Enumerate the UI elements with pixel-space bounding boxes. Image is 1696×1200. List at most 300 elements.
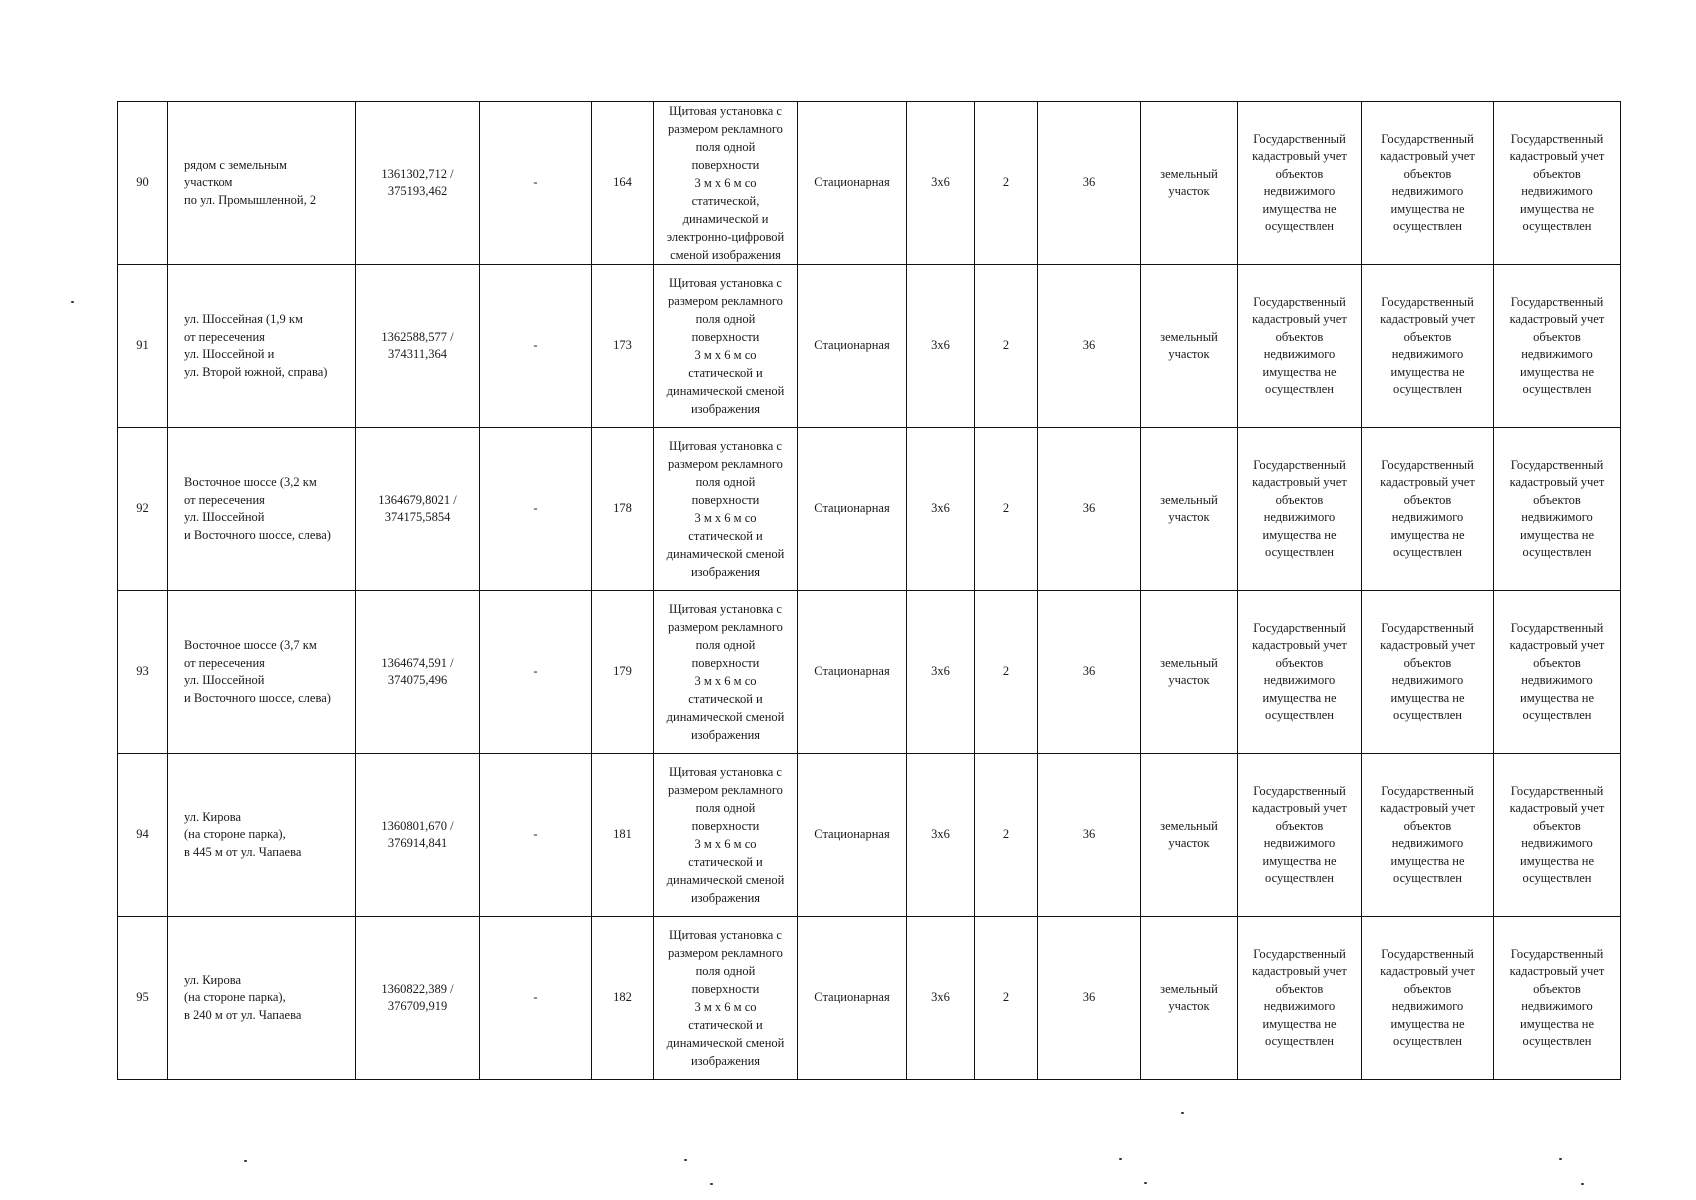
cell-line: кадастровый учет: [1252, 638, 1347, 652]
cell-line: поверхности: [691, 493, 760, 507]
placement-cell: [1141, 265, 1238, 428]
cell-line: недвижимого: [1263, 836, 1336, 850]
field-area-cell: [1038, 917, 1141, 1080]
cell-line: имущества не: [1390, 364, 1465, 379]
cell-line: размером рекламного: [668, 457, 783, 471]
advertising-structures-table: [117, 101, 1621, 1080]
description-cell: [654, 591, 798, 754]
row-number-cell: [118, 591, 168, 754]
cell-line: Государственный: [1253, 294, 1346, 309]
field-size-cell: [907, 754, 975, 917]
structure-id-cell: [592, 428, 654, 591]
cell-text: 36: [1082, 175, 1096, 190]
cadastral-status-cell: [1238, 754, 1362, 917]
cell-line: изображения: [690, 1054, 761, 1068]
empty-value-cell: [480, 428, 592, 591]
description-cell: [654, 102, 798, 265]
row-number-cell: [118, 754, 168, 917]
row-number-cell: [118, 102, 168, 265]
structure-type-cell: [798, 917, 907, 1080]
address-cell: [168, 265, 356, 428]
cell-line: Государственный: [1381, 457, 1474, 472]
scan-speck: [1119, 1158, 1122, 1160]
cadastral-status-cell: [1362, 917, 1494, 1080]
cell-line: объектов: [1403, 329, 1452, 344]
cell-line: в 445 м от ул. Чапаева: [184, 844, 302, 859]
structure-type-cell: [798, 265, 907, 428]
cell-text: 92: [136, 501, 149, 516]
cell-line: имущества не: [1262, 527, 1337, 542]
empty-value-cell: [480, 102, 592, 265]
cell-line: недвижимого: [1521, 510, 1593, 524]
cell-line: Щитовая установка с: [669, 104, 782, 118]
cell-line: участок: [1168, 999, 1210, 1013]
cell-line: участок: [1168, 510, 1210, 524]
cell-line: ул. Шоссейной: [184, 510, 265, 524]
placement-cell: [1141, 591, 1238, 754]
cell-text: 36: [1082, 501, 1096, 516]
cell-text: -: [533, 175, 538, 190]
row-number-cell: [118, 917, 168, 1080]
cell-line: статической и: [688, 692, 763, 706]
cell-line: в 240 м от ул. Чапаева: [184, 1007, 302, 1022]
cell-line: кадастровый учет: [1380, 312, 1475, 326]
cell-line: 1364674,591 /: [381, 655, 454, 670]
cell-line: объектов: [1275, 655, 1324, 670]
cell-line: имущества не: [1262, 201, 1337, 216]
cell-line: имущества не: [1390, 201, 1465, 216]
description-cell: [654, 265, 798, 428]
cell-line: имущества не: [1390, 527, 1465, 542]
cell-line: недвижимого: [1521, 347, 1593, 361]
cell-line: размером рекламного: [668, 620, 783, 634]
cell-line: имущества не: [1262, 690, 1337, 705]
cell-line: 376914,841: [387, 836, 448, 850]
empty-value-cell: [480, 591, 592, 754]
table-row: [118, 591, 1621, 754]
cell-text: 179: [613, 664, 632, 679]
structure-id-cell: [592, 102, 654, 265]
cell-line: осуществлен: [1265, 708, 1334, 722]
cell-line: Щитовая установка с: [669, 928, 782, 942]
cell-line: поля одной: [695, 475, 756, 489]
scan-speck: [1181, 1112, 1184, 1114]
structure-id-cell: [592, 265, 654, 428]
cell-line: размером рекламного: [668, 946, 783, 960]
cell-line: Государственный: [1381, 294, 1474, 309]
cell-line: кадастровый учет: [1509, 801, 1605, 815]
field-area-cell: [1038, 265, 1141, 428]
cell-line: недвижимого: [1391, 673, 1464, 687]
cadastral-status-cell: [1494, 754, 1621, 917]
scan-speck: [1559, 1158, 1562, 1160]
structure-type-cell: [798, 428, 907, 591]
structure-type-cell: [798, 102, 907, 265]
cell-line: рядом с земельным: [184, 157, 287, 172]
field-size-cell: [907, 102, 975, 265]
cell-line: кадастровый учет: [1252, 475, 1347, 489]
field-area-cell: [1038, 102, 1141, 265]
cell-line: 376709,919: [387, 999, 448, 1013]
cell-line: 1360801,670 /: [381, 818, 454, 833]
cell-line: поля одной: [695, 801, 756, 815]
cell-line: осуществлен: [1265, 1034, 1334, 1048]
cell-line: поверхности: [691, 330, 760, 344]
cell-text: 3х6: [931, 501, 950, 516]
cell-line: объектов: [1403, 492, 1452, 507]
cell-line: земельный: [1160, 981, 1218, 996]
cell-line: объектов: [1533, 166, 1581, 181]
cell-text: 36: [1082, 338, 1096, 353]
cell-line: кадастровый учет: [1380, 801, 1475, 815]
cell-line: имущества не: [1520, 201, 1594, 216]
cell-line: недвижимого: [1521, 999, 1593, 1013]
cell-line: статической и: [688, 366, 763, 380]
cell-line: недвижимого: [1521, 836, 1593, 850]
cell-text: 181: [613, 827, 632, 842]
field-size-cell: [907, 591, 975, 754]
cell-line: 3 м х 6 м со: [694, 674, 757, 688]
cell-text: -: [533, 664, 538, 679]
cell-line: Государственный: [1381, 946, 1474, 961]
cell-line: недвижимого: [1263, 184, 1336, 198]
cell-line: объектов: [1275, 981, 1324, 996]
cell-line: 3 м х 6 м со: [694, 176, 757, 190]
cell-text: 173: [613, 338, 632, 353]
structure-id-cell: [592, 917, 654, 1080]
cell-line: недвижимого: [1263, 673, 1336, 687]
cell-text: 2: [1002, 990, 1010, 1005]
coordinates-cell: [356, 754, 480, 917]
table-row: [118, 917, 1621, 1080]
cell-line: кадастровый учет: [1509, 964, 1605, 978]
cell-line: осуществлен: [1522, 219, 1592, 233]
cell-line: Щитовая установка с: [669, 765, 782, 779]
cell-line: поля одной: [695, 312, 756, 326]
cell-line: участок: [1168, 673, 1210, 687]
cell-line: Государственный: [1253, 457, 1346, 472]
cell-text: Стационарная: [814, 664, 890, 679]
cell-line: кадастровый учет: [1509, 638, 1605, 652]
cell-text: 3х6: [931, 990, 950, 1005]
cell-text: 95: [136, 990, 149, 1005]
cell-text: 2: [1002, 664, 1010, 679]
cadastral-status-cell: [1238, 102, 1362, 265]
cell-line: 1364679,8021 /: [378, 492, 457, 507]
cell-line: поля одной: [695, 638, 756, 652]
cell-line: от пересечения: [184, 655, 265, 670]
empty-value-cell: [480, 754, 592, 917]
cell-line: Щитовая установка с: [669, 439, 782, 453]
cell-line: земельный: [1160, 492, 1218, 507]
cadastral-status-cell: [1362, 265, 1494, 428]
cell-line: объектов: [1275, 329, 1324, 344]
table-body: [118, 102, 1621, 1080]
scan-speck: [244, 1160, 247, 1162]
cell-line: имущества не: [1262, 1016, 1337, 1031]
cell-line: осуществлен: [1393, 871, 1462, 885]
coordinates-cell: [356, 265, 480, 428]
cadastral-status-cell: [1238, 591, 1362, 754]
field-area-cell: [1038, 428, 1141, 591]
cell-line: объектов: [1275, 818, 1324, 833]
cell-line: Государственный: [1510, 457, 1604, 472]
cell-line: земельный: [1160, 655, 1218, 670]
cell-line: поверхности: [691, 982, 760, 996]
cell-line: 374175,5854: [384, 510, 451, 524]
cell-text: 90: [136, 175, 149, 190]
field-size-cell: [907, 265, 975, 428]
cadastral-status-cell: [1362, 591, 1494, 754]
cell-line: ул. Второй южной, справа): [184, 364, 328, 379]
cell-text: Стационарная: [814, 175, 890, 190]
cell-line: Государственный: [1510, 620, 1604, 635]
cell-line: Щитовая установка с: [669, 276, 782, 290]
cell-line: Государственный: [1510, 131, 1604, 146]
cell-line: недвижимого: [1391, 836, 1464, 850]
cell-line: земельный: [1160, 329, 1218, 344]
cadastral-status-cell: [1494, 428, 1621, 591]
cell-line: осуществлен: [1522, 382, 1592, 396]
cell-line: динамической сменой: [666, 384, 785, 398]
placement-cell: [1141, 754, 1238, 917]
cell-line: Государственный: [1253, 783, 1346, 798]
cell-line: 3 м х 6 м со: [694, 511, 757, 525]
description-cell: [654, 428, 798, 591]
coordinates-cell: [356, 428, 480, 591]
empty-value-cell: [480, 917, 592, 1080]
cell-line: ул. Кирова: [184, 972, 242, 987]
cell-line: статической и: [688, 529, 763, 543]
cell-text: 3х6: [931, 338, 950, 353]
cell-line: Щитовая установка с: [669, 602, 782, 616]
cell-text: 93: [136, 664, 149, 679]
cell-line: Государственный: [1381, 783, 1474, 798]
row-number-cell: [118, 265, 168, 428]
cell-line: осуществлен: [1265, 545, 1334, 559]
cadastral-status-cell: [1494, 591, 1621, 754]
sides-count-cell: [975, 102, 1038, 265]
cell-line: недвижимого: [1391, 510, 1464, 524]
cell-text: 2: [1002, 501, 1010, 516]
cell-line: 1362588,577 /: [381, 329, 454, 344]
cadastral-status-cell: [1494, 265, 1621, 428]
scan-speck: [1581, 1183, 1584, 1185]
cell-line: имущества не: [1520, 690, 1594, 705]
cell-line: электронно-цифровой: [666, 230, 785, 244]
field-size-cell: [907, 428, 975, 591]
cell-text: -: [533, 990, 538, 1005]
sides-count-cell: [975, 917, 1038, 1080]
cell-line: размером рекламного: [668, 122, 783, 136]
field-area-cell: [1038, 754, 1141, 917]
cell-line: кадастровый учет: [1252, 964, 1347, 978]
cell-line: недвижимого: [1391, 999, 1464, 1013]
cell-text: -: [533, 827, 538, 842]
cell-text: 182: [613, 990, 632, 1005]
structure-id-cell: [592, 591, 654, 754]
cell-line: динамической сменой: [666, 1036, 785, 1050]
cell-line: осуществлен: [1265, 219, 1334, 233]
cell-line: имущества не: [1520, 853, 1594, 868]
cell-line: имущества не: [1390, 1016, 1465, 1031]
cell-line: Государственный: [1253, 620, 1346, 635]
placement-cell: [1141, 428, 1238, 591]
structure-type-cell: [798, 591, 907, 754]
cell-line: Восточное шоссе (3,2 км: [184, 475, 317, 489]
cell-line: кадастровый учет: [1509, 312, 1605, 326]
sides-count-cell: [975, 265, 1038, 428]
table-row: [118, 265, 1621, 428]
cell-line: объектов: [1533, 981, 1581, 996]
cell-line: земельный: [1160, 818, 1218, 833]
cell-line: Государственный: [1253, 946, 1346, 961]
cell-text: 36: [1082, 827, 1096, 842]
cell-line: размером рекламного: [668, 783, 783, 797]
cell-line: земельный: [1160, 166, 1218, 181]
cell-line: имущества не: [1262, 853, 1337, 868]
cell-text: 3х6: [931, 664, 950, 679]
cell-text: 2: [1002, 827, 1010, 842]
empty-value-cell: [480, 265, 592, 428]
cell-text: 3х6: [931, 175, 950, 190]
row-number-cell: [118, 428, 168, 591]
cell-line: кадастровый учет: [1380, 149, 1475, 163]
cell-text: 91: [136, 338, 149, 353]
cell-text: 3х6: [931, 827, 950, 842]
sides-count-cell: [975, 591, 1038, 754]
cell-line: по ул. Промышленной, 2: [184, 192, 317, 207]
address-cell: [168, 591, 356, 754]
cell-line: изображения: [690, 402, 761, 416]
cell-line: объектов: [1403, 818, 1452, 833]
cadastral-status-cell: [1238, 265, 1362, 428]
cell-text: Стационарная: [814, 990, 890, 1005]
structure-type-cell: [798, 754, 907, 917]
cell-text: 2: [1002, 175, 1010, 190]
cell-line: ул. Шоссейная (1,9 км: [184, 312, 303, 326]
cell-line: 3 м х 6 м со: [694, 837, 757, 851]
cell-text: 164: [613, 175, 632, 190]
cell-line: недвижимого: [1521, 184, 1593, 198]
cell-line: кадастровый учет: [1509, 149, 1605, 163]
cell-line: поверхности: [691, 656, 760, 670]
cell-line: объектов: [1403, 166, 1452, 181]
cell-line: поля одной: [695, 140, 756, 154]
cell-line: сменой изображения: [670, 248, 781, 262]
description-cell: [654, 754, 798, 917]
cell-line: объектов: [1533, 329, 1581, 344]
cell-line: (на стороне парка),: [184, 827, 286, 842]
cell-text: 94: [136, 827, 149, 842]
cell-line: осуществлен: [1522, 708, 1592, 722]
cell-line: динамической сменой: [666, 873, 785, 887]
cell-line: изображения: [690, 891, 761, 905]
cell-line: ул. Шоссейной и: [184, 347, 275, 361]
cell-line: (на стороне парка),: [184, 990, 286, 1005]
address-cell: [168, 917, 356, 1080]
cell-line: статической,: [691, 194, 760, 208]
cell-line: недвижимого: [1263, 347, 1336, 361]
cell-line: 3 м х 6 м со: [694, 348, 757, 362]
cell-line: кадастровый учет: [1252, 801, 1347, 815]
cell-line: осуществлен: [1522, 871, 1592, 885]
cell-line: 1360822,389 /: [381, 981, 454, 996]
cell-line: Государственный: [1510, 946, 1604, 961]
cell-line: от пересечения: [184, 329, 265, 344]
cell-line: участок: [1168, 836, 1210, 850]
cell-line: имущества не: [1520, 1016, 1594, 1031]
cell-line: объектов: [1533, 492, 1581, 507]
cadastral-status-cell: [1494, 102, 1621, 265]
cell-line: осуществлен: [1393, 219, 1462, 233]
cell-line: кадастровый учет: [1380, 964, 1475, 978]
cell-line: 3 м х 6 м со: [694, 1000, 757, 1014]
cell-line: осуществлен: [1393, 382, 1462, 396]
table-row: [118, 754, 1621, 917]
cell-text: 178: [613, 501, 632, 516]
cell-line: имущества не: [1390, 690, 1465, 705]
cell-line: ул. Шоссейной: [184, 673, 265, 687]
cell-line: Государственный: [1381, 620, 1474, 635]
cell-line: динамической сменой: [666, 547, 785, 561]
cell-line: динамической сменой: [666, 710, 785, 724]
field-size-cell: [907, 917, 975, 1080]
cell-line: кадастровый учет: [1252, 312, 1347, 326]
cell-line: кадастровый учет: [1380, 475, 1475, 489]
cell-line: и Восточного шоссе, слева): [184, 527, 331, 542]
table-row: [118, 102, 1621, 265]
cell-line: объектов: [1403, 981, 1452, 996]
coordinates-cell: [356, 591, 480, 754]
cadastral-status-cell: [1362, 102, 1494, 265]
cadastral-status-cell: [1362, 428, 1494, 591]
cell-line: осуществлен: [1393, 1034, 1462, 1048]
cell-line: объектов: [1275, 492, 1324, 507]
cell-line: статической и: [688, 855, 763, 869]
address-cell: [168, 102, 356, 265]
cell-line: ул. Кирова: [184, 809, 242, 824]
cell-line: статической и: [688, 1018, 763, 1032]
coordinates-cell: [356, 102, 480, 265]
table-row: [118, 428, 1621, 591]
placement-cell: [1141, 917, 1238, 1080]
cell-line: размером рекламного: [668, 294, 783, 308]
cell-text: Стационарная: [814, 501, 890, 516]
sides-count-cell: [975, 754, 1038, 917]
cell-text: Стационарная: [814, 827, 890, 842]
cell-line: изображения: [690, 728, 761, 742]
cell-line: недвижимого: [1263, 999, 1336, 1013]
cell-line: недвижимого: [1521, 673, 1593, 687]
cell-line: участок: [1168, 347, 1210, 361]
cadastral-status-cell: [1238, 428, 1362, 591]
cell-line: имущества не: [1262, 364, 1337, 379]
cell-line: Государственный: [1510, 294, 1604, 309]
cell-line: объектов: [1275, 166, 1324, 181]
cell-line: Государственный: [1253, 131, 1346, 146]
cell-line: поля одной: [695, 964, 756, 978]
cell-text: 2: [1002, 338, 1010, 353]
scan-speck: [1144, 1182, 1147, 1184]
address-cell: [168, 754, 356, 917]
cadastral-status-cell: [1362, 754, 1494, 917]
cell-line: поверхности: [691, 158, 760, 172]
cell-text: 36: [1082, 990, 1096, 1005]
cell-line: Восточное шоссе (3,7 км: [184, 638, 317, 652]
cell-line: осуществлен: [1265, 382, 1334, 396]
cell-line: недвижимого: [1391, 184, 1464, 198]
